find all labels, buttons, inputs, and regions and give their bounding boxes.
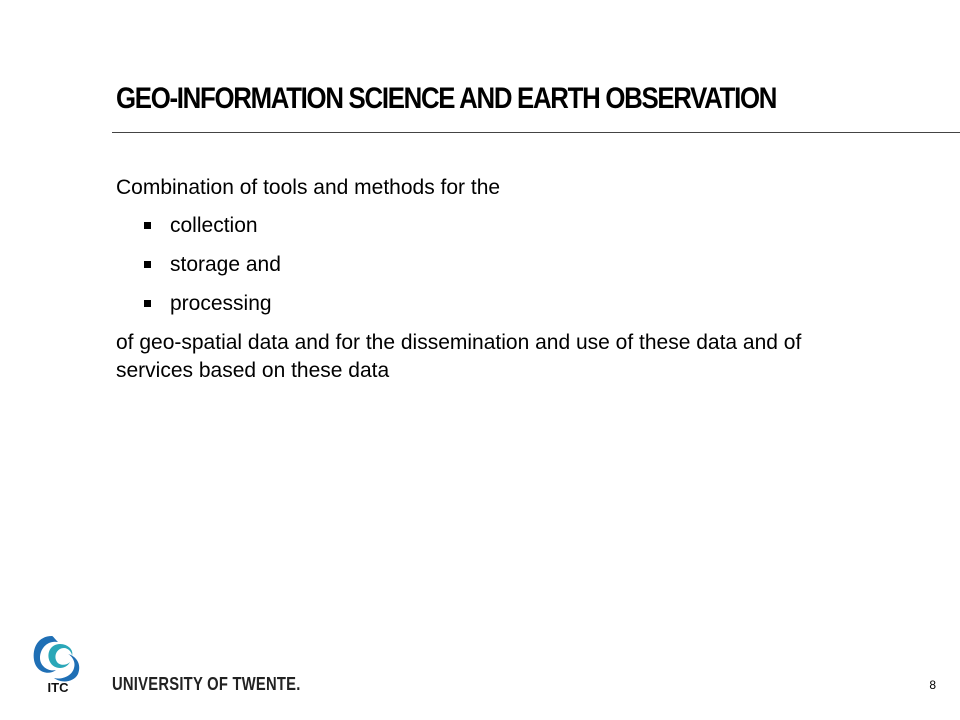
bullet-label: processing <box>170 292 272 315</box>
slide-body <box>116 174 876 385</box>
outro-text: of geo-spatial data and for the dissemination and use of these data and of services based on these data <box>116 331 802 382</box>
page-number: 8 <box>929 678 936 692</box>
bullet-item-processing <box>116 290 876 318</box>
square-bullet-icon <box>144 261 151 268</box>
bullet-label: storage and <box>170 253 281 276</box>
itc-logo-icon <box>28 630 88 696</box>
intro-text: Combination of tools and methods for the <box>116 176 501 199</box>
title-divider <box>112 132 960 133</box>
bullet-item-storage <box>116 251 876 279</box>
bullet-list <box>116 212 876 318</box>
bullet-item-collection <box>116 212 876 240</box>
logo-text: ITC <box>47 680 69 695</box>
slide-title: GEO-INFORMATION SCIENCE AND EARTH OBSERVATION <box>116 82 777 115</box>
university-name: UNIVERSITY OF TWENTE. <box>112 674 301 694</box>
bullet-label: collection <box>170 214 258 237</box>
square-bullet-icon <box>144 222 151 229</box>
square-bullet-icon <box>144 300 151 307</box>
